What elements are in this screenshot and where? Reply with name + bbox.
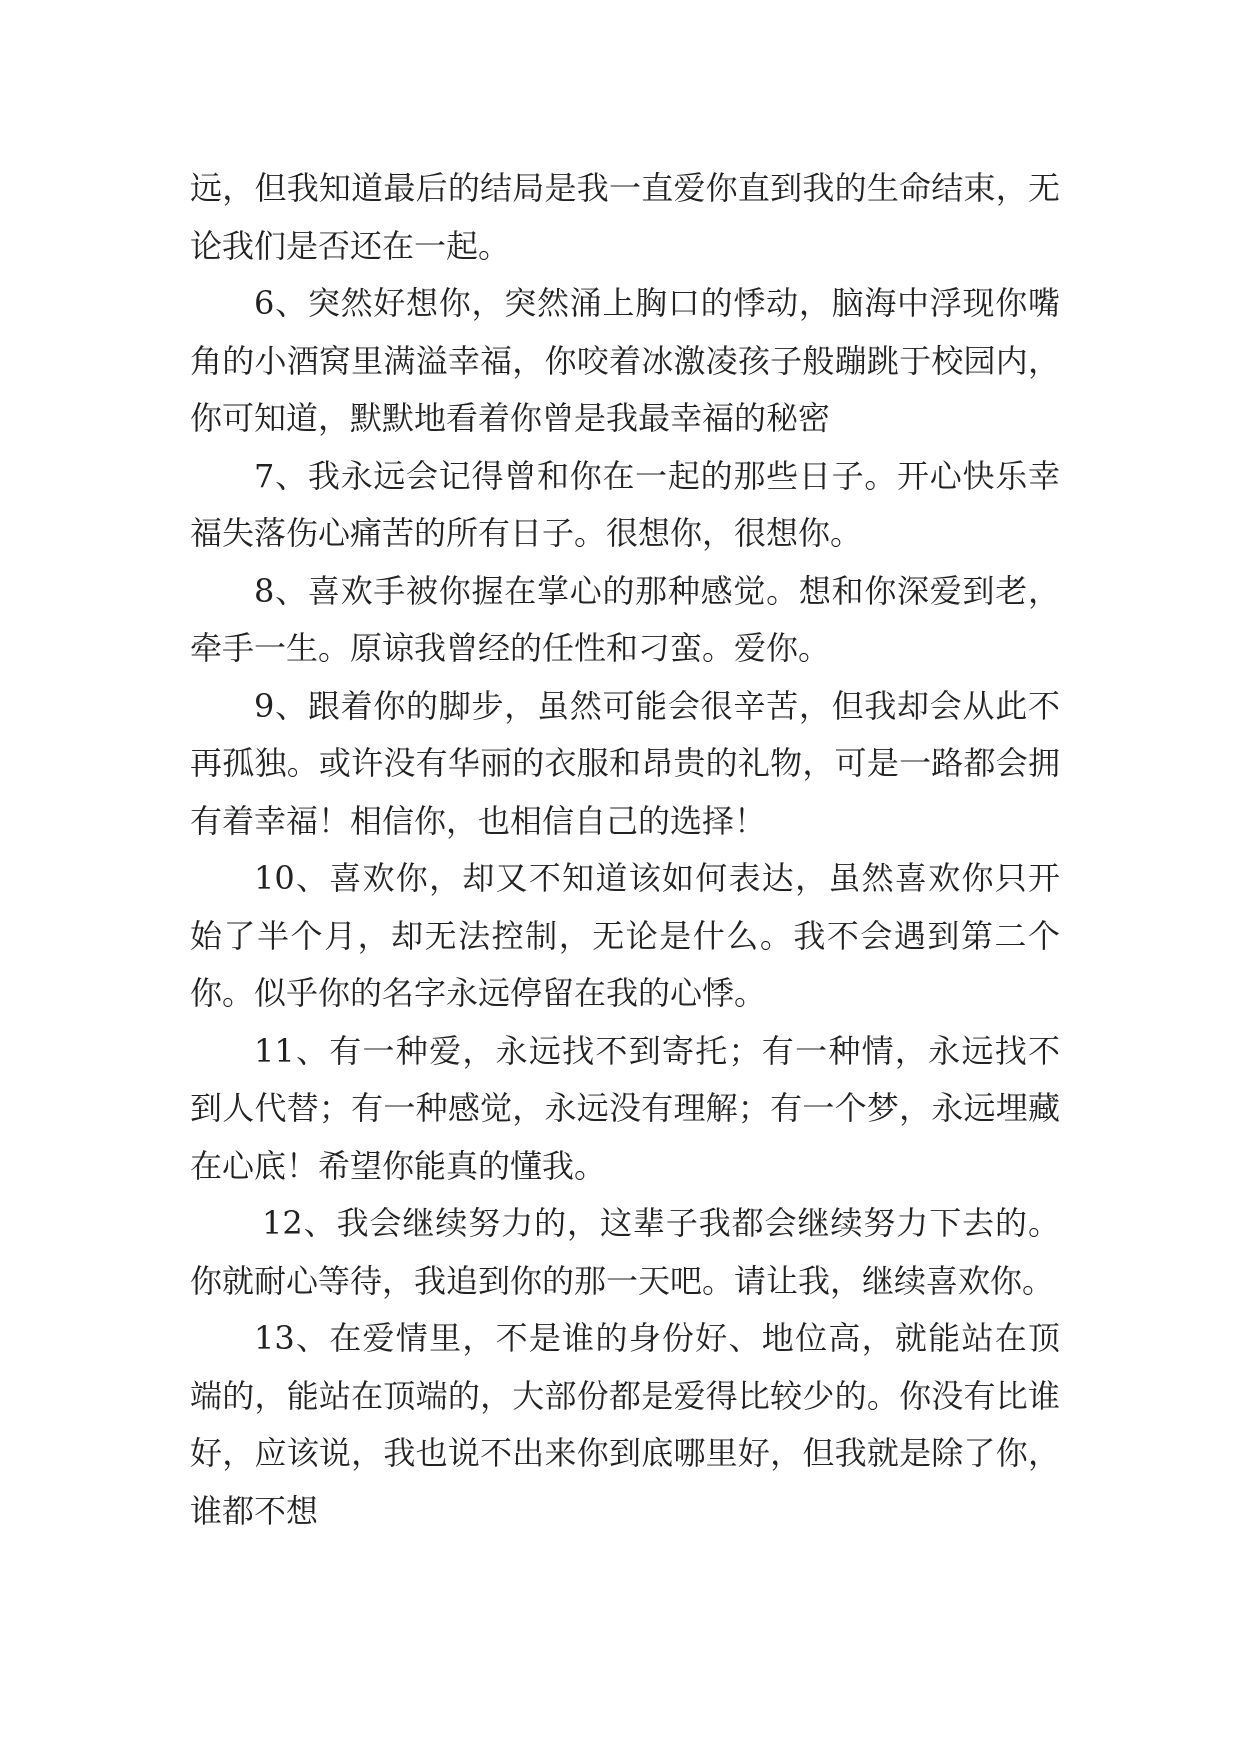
paragraph-10: 10、喜欢你，却又不知道该如何表达，虽然喜欢你只开始了半个月，却无法控制，无论是什么。我不会遇到第二个你。似乎你的名字永远停留在我的心悸。 [190,859,1060,1012]
paragraph-9: 9、跟着你的脚步，虽然可能会很辛苦，但我却会从此不再孤独。或许没有华丽的衣服和昂贵的礼物，可是一路都会拥有着幸福！相信你，也相信自己的选择！ [190,686,1060,840]
paragraph-11: 11、有一种爱，永远找不到寄托；有一种情，永远找不到人代替；有一种感觉，永远没有理解；有一个梦，永远埋藏在心底！希望你能真的懂我。 [190,1031,1060,1185]
document-body [190,160,1060,1540]
paragraph-7: 7、我永远会记得曾和你在一起的那些日子。开心快乐幸福失落伤心痛苦的所有日子。很想你，很想你。 [190,456,1060,552]
paragraph-continuation: 远，但我知道最后的结局是我一直爱你直到我的生命结束，无论我们是否还在一起。 [190,169,1060,265]
paragraph-8: 8、喜欢手被你握在掌心的那种感觉。想和你深爱到老，牵手一生。原谅我曾经的任性和刁蛮。爱你。 [190,571,1060,667]
paragraph-6: 6、突然好想你，突然涌上胸口的悸动，脑海中浮现你嘴角的小酒窝里满溢幸福，你咬着冰激凌孩子般蹦跳于校园内，你可知道，默默地看着你曾是我最幸福的秘密 [190,284,1060,437]
paragraph-13: 13、在爱情里，不是谁的身份好、地位高，就能站在顶端的，能站在顶端的，大部份都是爱得比较少的。你没有比谁好，应该说，我也说不出来你到底哪里好，但我就是除了你，谁都不想 [190,1319,1060,1530]
paragraph-12: 12、我会继续努力的，这辈子我都会继续努力下去的。你就耐心等待，我追到你的那一天吧。请让我，继续喜欢你。 [190,1204,1060,1300]
